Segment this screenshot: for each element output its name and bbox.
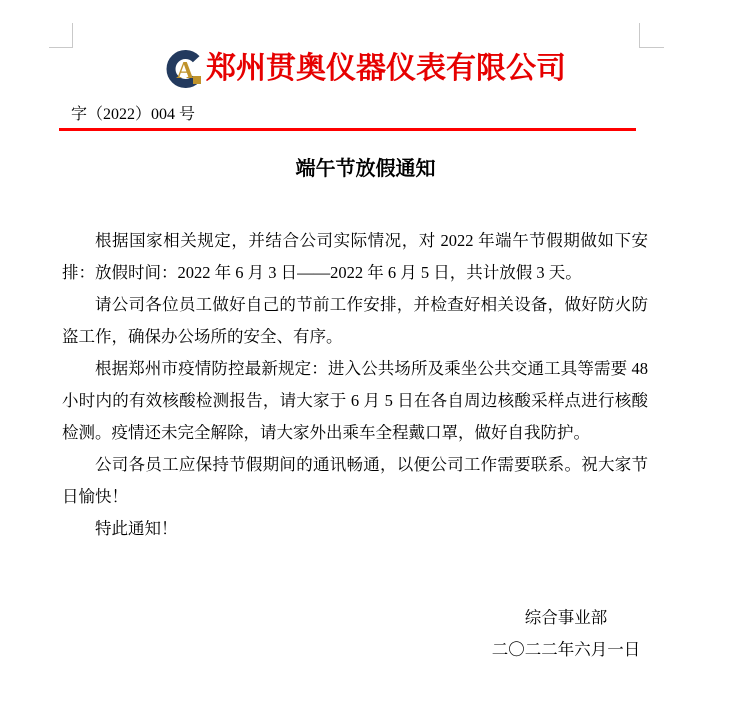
notice-body <box>62 225 648 545</box>
signature-date: 二〇二二年六月一日 <box>491 640 641 659</box>
body-paragraph: 根据国家相关规定，并结合公司实际情况，对 2022 年端午节假期做如下安排：放假时间：2022 年 6 月 3 日——2022 年 6 月 5 日，共计放假 3 天。 <box>62 231 648 282</box>
signature-department: 综合事业部 <box>524 608 608 627</box>
body-paragraph: 请公司各位员工做好自己的节前工作安排，并检查好相关设备，做好防火防盗工作，确保办公场所的安全、有序。 <box>62 295 648 346</box>
body-paragraph: 根据郑州市疫情防控最新规定：进入公共场所及乘坐公共交通工具等需要 48 小时内的有效核酸检测报告，请大家于 6 月 5 日在各自周边核酸采样点进行核酸检测。疫情还未完全解除，请大家外出乘车全程戴口罩，做好自我防护。 <box>62 359 648 442</box>
body-paragraph: 特此通知！ <box>95 519 178 538</box>
company-name: 郑州贯奥仪器仪表有限公司 <box>206 52 566 85</box>
company-logo-ca-icon <box>165 49 205 89</box>
signature-block <box>446 602 686 666</box>
notice-title: 端午节放假通知 <box>295 158 436 180</box>
body-paragraph: 公司各员工应保持节假期间的通讯畅通，以便公司工作需要联系。祝大家节日愉快！ <box>62 455 648 506</box>
svg-text:A: A <box>176 58 194 84</box>
margin-crop-mark-top-right <box>639 23 664 48</box>
margin-crop-mark-top-left <box>49 23 73 48</box>
letterhead <box>0 49 731 89</box>
doc-number: 字（2022）004 号 <box>71 106 196 123</box>
doc-number-rule <box>59 106 636 131</box>
